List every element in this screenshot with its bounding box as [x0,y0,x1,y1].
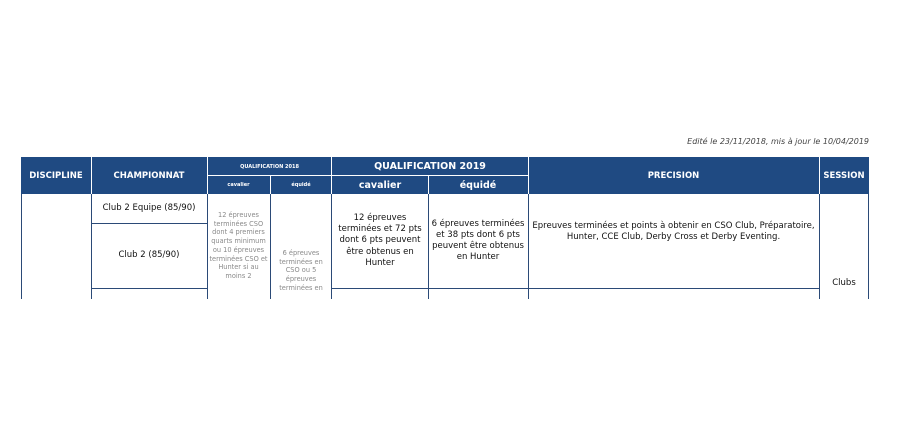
border-col-1 [91,194,92,299]
header-qualification-2018: QUALIFICATION 2018 [207,157,332,176]
border-col-2 [207,194,208,299]
edited-note: Edité le 23/11/2018, mis à jour le 10/04/2019 [687,137,869,146]
qualification-2018-equide: 6 épreuves terminées en CSO ou 5 épreuves terminées en [279,249,323,292]
header-vsep-g [819,157,820,194]
border-row-bottom-a [91,288,207,289]
header-equide-2019: équidé [428,176,528,194]
border-col-6 [528,194,529,299]
header-vsep-a [91,157,92,194]
header-vsep-d [331,157,332,194]
border-row-bottom-b [331,288,819,289]
session-clubs: Clubs [832,278,856,289]
border-row-championnat [91,223,207,224]
border-col-4 [331,194,332,299]
header-sep-2019 [332,175,528,176]
header-vsep-c [270,176,271,194]
border-col-7 [819,194,820,299]
border-col-3 [270,194,271,299]
header-equide-2018: équidé [270,176,332,194]
border-col-5 [428,194,429,299]
header-qualification-2019: QUALIFICATION 2019 [332,157,528,176]
header-session: SESSION [819,157,869,194]
header-precision: PRECISION [528,157,819,194]
border-right [868,194,869,299]
header-championnat: CHAMPIONNAT [91,157,207,194]
qualification-2018-cavalier: 12 épreuves terminées CSO dont 4 premiers quarts minimum ou 10 épreuves terminées CSO et Hunter si au moins 2 [209,211,268,280]
precision-text: Epreuves terminées et points à obtenir en CSO Club, Préparatoire, Hunter, CCE Club, Derby Cross et Derby Eventing. [532,220,815,242]
border-left [21,194,22,299]
header-vsep-e [428,176,429,194]
championnat-club2-equipe: Club 2 Equipe (85/90) [102,203,196,214]
qualification-2019-equide: 6 épreuves terminées et 38 pts dont 6 pts peuvent être obtenus en Hunter [431,218,525,263]
header-cavalier-2019: cavalier [332,176,428,194]
qualification-2019-cavalier: 12 épreuves terminées et 72 pts dont 6 pts peuvent être obtenus en Hunter [338,213,422,268]
championnat-club2: Club 2 (85/90) [118,250,180,261]
header-cavalier-2018: cavalier [207,176,270,194]
header-discipline: DISCIPLINE [21,157,91,194]
header-vsep-f [528,157,529,194]
header-vsep-b [207,157,208,194]
